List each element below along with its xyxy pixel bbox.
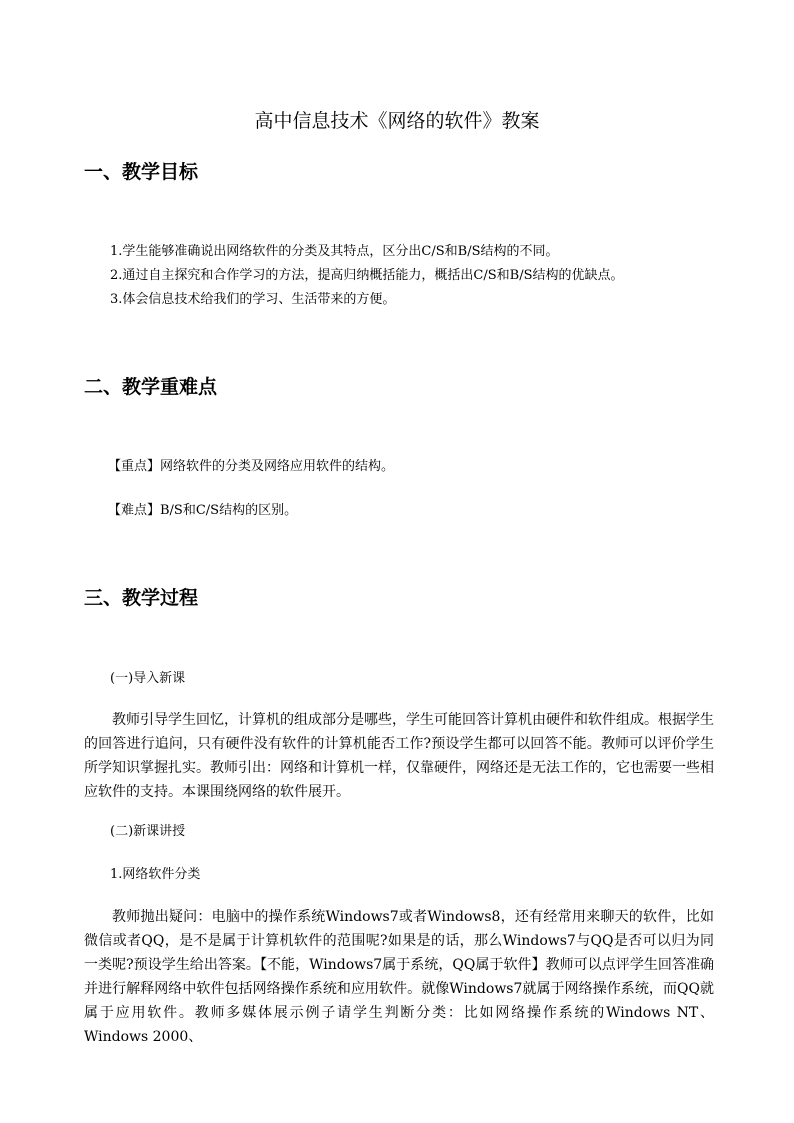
objective-item-1: 1.学生能够准确说出网络软件的分类及其特点，区分出C/S和B/S结构的不同。 <box>110 244 559 259</box>
paragraph-software-classification: 教师抛出疑问：电脑中的操作系统Windows7或者Windows8，还有经常用来聊天的软件，比如微信或者QQ，是不是属于计算机软件的范围呢?如果是的话，那么Windows7与QQ是否可以归为同一类呢?预设学生给出答案。【不能，Windows7属于系统，QQ属于软件】教师可以点评学生回答准确并进行解释网络中软件包括网络操作系统和应用软件。就像Windows7就属于网络操作系统，而QQ就属于应用软件。教师多媒体展示例子请学生判断分类：比如网络操作系统的Windows NT、Windows 2000、 <box>84 909 714 1045</box>
key-point-item: 【重点】网络软件的分类及网络应用软件的结构。 <box>108 459 395 474</box>
objective-item-3: 3.体会信息技术给我们的学习、生活带来的方便。 <box>110 292 396 307</box>
difficult-point-item: 【难点】B/S和C/S结构的区别。 <box>108 503 298 518</box>
subsection-intro: (一)导入新课 <box>110 671 186 686</box>
section-heading-process: 三、教学过程 <box>84 587 199 609</box>
subsection-software-classification: 1.网络软件分类 <box>110 867 201 882</box>
subsection-new-lesson: (二)新课讲授 <box>110 824 186 839</box>
section-heading-key-points: 二、教学重难点 <box>84 376 218 398</box>
paragraph-intro: 教师引导学生回忆，计算机的组成部分是哪些，学生可能回答计算机由硬件和软件组成。根据学生的回答进行追问，只有硬件没有软件的计算机能否工作?预设学生都可以回答不能。教师可以评价学生所学知识掌握扎实。教师引出：网络和计算机一样，仅靠硬件，网络还是无法工作的，它也需要一些相应软件的支持。本课围绕网络的软件展开。 <box>84 712 714 800</box>
document-title: 高中信息技术《网络的软件》教案 <box>254 110 540 132</box>
section-heading-objectives: 一、教学目标 <box>84 161 199 183</box>
objective-item-2: 2.通过自主探究和合作学习的方法，提高归纳概括能力，概括出C/S和B/S结构的优缺点。 <box>110 268 624 283</box>
